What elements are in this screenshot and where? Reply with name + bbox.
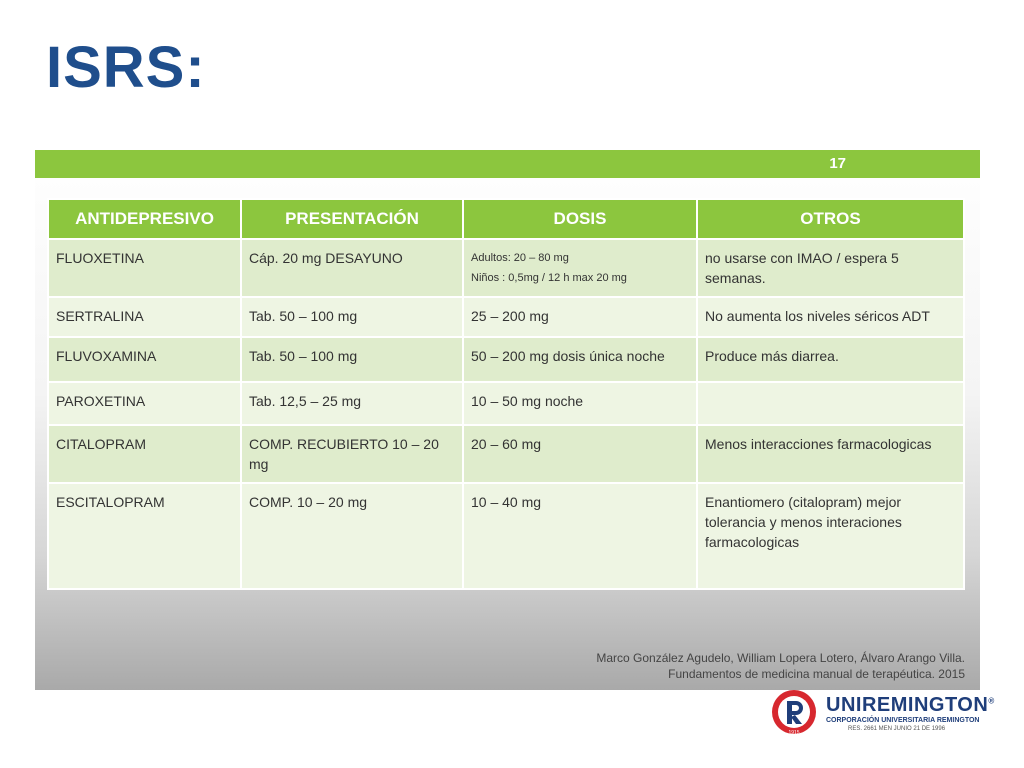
header-dosis: DOSIS: [463, 199, 697, 239]
dose-cell: 25 – 200 mg: [463, 297, 697, 337]
other-cell: Enantiomero (citalopram) mejor tolerancia y menos interaciones farmacologicas: [697, 483, 964, 589]
table-image-panel: [35, 150, 980, 690]
presentation-cell: Tab. 12,5 – 25 mg: [241, 382, 463, 425]
citation-authors: Marco González Agudelo, William Lopera Lotero, Álvaro Arango Villa.: [596, 651, 965, 665]
uniremington-logo: [770, 688, 995, 736]
dose-adults: Adultos: 20 – 80 mg: [471, 252, 569, 264]
table-row: [48, 483, 964, 589]
registered-mark: ®: [988, 696, 995, 706]
dose-cell: 10 – 50 mg noche: [463, 382, 697, 425]
dose-children: Niños : 0,5mg / 12 h max 20 mg: [471, 272, 627, 284]
table-row: [48, 337, 964, 382]
uniremington-emblem-icon: [770, 688, 818, 736]
drug-cell: ESCITALOPRAM: [48, 483, 241, 589]
presentation-cell: Cáp. 20 mg DESAYUNO: [241, 239, 463, 297]
page-number: 17: [829, 155, 846, 172]
dose-cell: 50 – 200 mg dosis única noche: [463, 337, 697, 382]
dose-cell: [463, 239, 697, 297]
presentation-cell: Tab. 50 – 100 mg: [241, 297, 463, 337]
citation: [575, 650, 965, 682]
drug-cell: SERTRALINA: [48, 297, 241, 337]
citation-work: Fundamentos de medicina manual de terapéutica. 2015: [668, 667, 965, 681]
slide-title: ISRS:: [46, 35, 206, 100]
table-row: [48, 297, 964, 337]
table-header-row: [48, 199, 964, 239]
drug-cell: PAROXETINA: [48, 382, 241, 425]
drug-cell: FLUVOXAMINA: [48, 337, 241, 382]
table-row: [48, 382, 964, 425]
other-cell: Produce más diarrea.: [697, 337, 964, 382]
header-otros: OTROS: [697, 199, 964, 239]
dose-cell: 20 – 60 mg: [463, 425, 697, 483]
antidepressant-table: [47, 198, 965, 590]
other-cell: [697, 382, 964, 425]
other-cell: No aumenta los niveles séricos ADT: [697, 297, 964, 337]
logo-name: UNIREMINGTON®: [826, 694, 995, 716]
drug-cell: CITALOPRAM: [48, 425, 241, 483]
presentation-cell: COMP. 10 – 20 mg: [241, 483, 463, 589]
top-accent-bar: [35, 150, 980, 178]
emblem-year: 1915: [788, 730, 800, 736]
table-row: [48, 239, 964, 297]
drug-cell: FLUOXETINA: [48, 239, 241, 297]
presentation-cell: COMP. RECUBIERTO 10 – 20 mg: [241, 425, 463, 483]
table-row: [48, 425, 964, 483]
logo-resolution: RES. 2661 MEN JUNIO 21 DE 1996: [848, 726, 946, 732]
logo-subtitle: CORPORACIÓN UNIVERSITARIA REMINGTON: [826, 717, 980, 724]
presentation-cell: Tab. 50 – 100 mg: [241, 337, 463, 382]
other-cell: Menos interacciones farmacologicas: [697, 425, 964, 483]
header-antidepresivo: ANTIDEPRESIVO: [48, 199, 241, 239]
header-presentacion: PRESENTACIÓN: [241, 199, 463, 239]
other-cell: no usarse con IMAO / espera 5 semanas.: [697, 239, 964, 297]
dose-cell: 10 – 40 mg: [463, 483, 697, 589]
